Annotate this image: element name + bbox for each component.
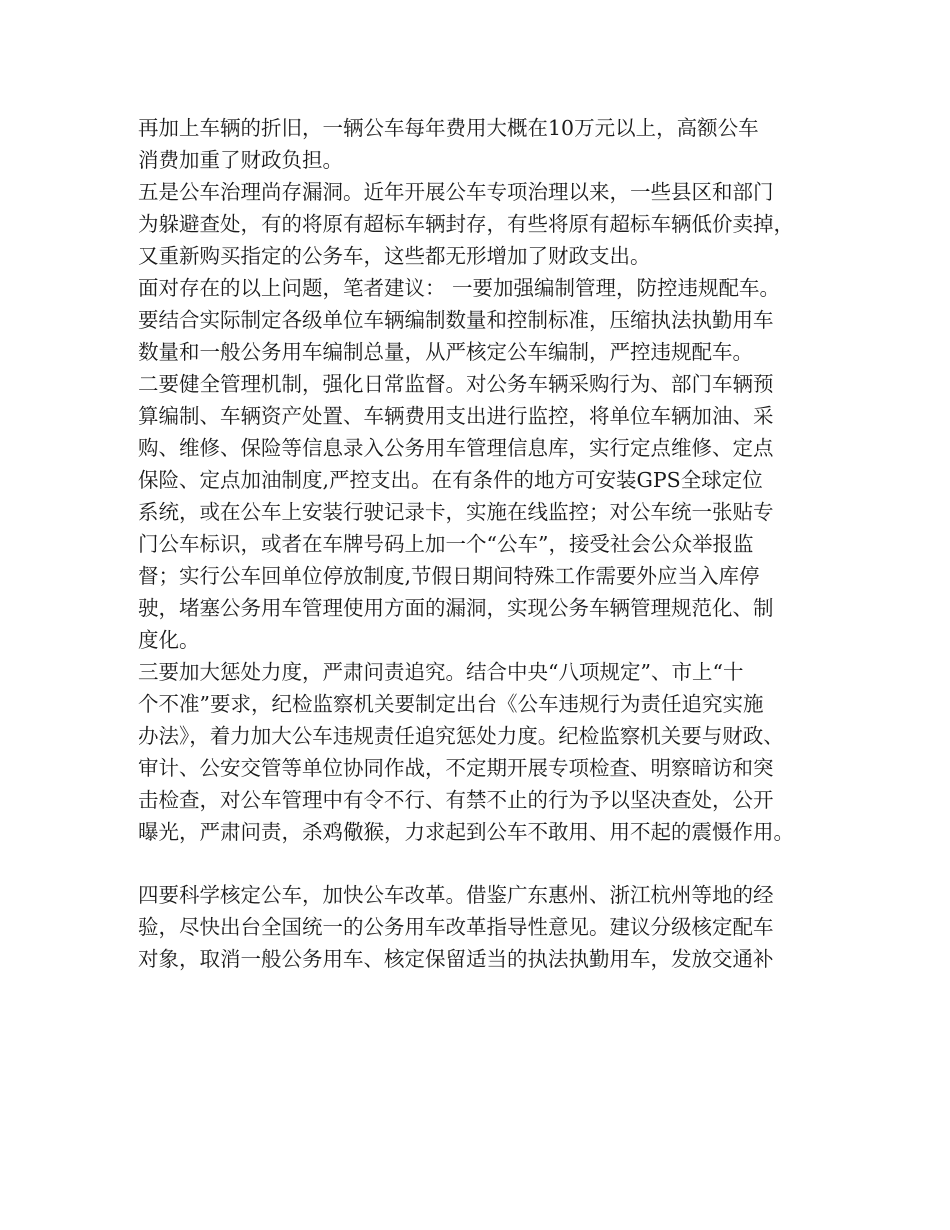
text-line: 为躲避查处，有的将原有超标车辆封存，有些将原有超标车辆低价卖掉， — [138, 212, 794, 236]
text-line: 再加上车辆的折旧，一辆公车每年费用大概在10万元以上，高额公车 — [138, 116, 759, 140]
text-line: 击检查，对公车管理中有令不行、有禁不止的行为予以坚决查处，公开 — [138, 788, 774, 812]
text-line: 验，尽快出台全国统一的公务用车改革指导性意见。建议分级核定配车 — [138, 915, 774, 939]
blank-line — [138, 848, 828, 879]
text-line: 消费加重了财政负担。 — [138, 148, 343, 172]
document-body — [138, 112, 828, 975]
text-line: 办法》，着力加大公车违规责任追究惩处力度。纪检监察机关要与财政、 — [138, 724, 784, 748]
text-line: 曝光，严肃问责，杀鸡儆猴，力求起到公车不敢用、用不起的震慑作用。 — [138, 820, 794, 844]
text-line: 对象，取消一般公务用车、核定保留适当的执法执勤用车，发放交通补 — [138, 947, 774, 971]
text-line: 个不准”要求，纪检监察机关要制定出台《公车违规行为责任追究实施 — [138, 692, 764, 716]
text-line: 督；实行公车回单位停放制度,节假日期间特殊工作需要外应当入库停 — [138, 564, 760, 588]
text-line: 五是公车治理尚存漏洞。近年开展公车专项治理以来，一些县区和部门 — [138, 180, 774, 204]
text-line: 要结合实际制定各级单位车辆编制数量和控制标准，压缩执法执勤用车 — [138, 308, 774, 332]
text-line: 数量和一般公务用车编制总量，从严核定公车编制，严控违规配车。 — [138, 340, 753, 364]
text-line: 保险、定点加油制度,严控支出。在有条件的地方可安装GPS全球定位 — [138, 468, 763, 492]
text-line: 驶，堵塞公务用车管理使用方面的漏洞，实现公务车辆管理规范化、制 — [138, 596, 774, 620]
text-line: 三要加大惩处力度，严肃问责追究。结合中央“八项规定”、市上“十 — [138, 660, 744, 684]
text-line: 面对存在的以上问题，笔者建议： 一要加强编制管理，防控违规配车。 — [138, 276, 781, 300]
text-line: 门公车标识，或者在车牌号码上加一个“公车”，接受社会公众举报监 — [138, 532, 754, 556]
text-line: 又重新购买指定的公务车，这些都无形增加了财政支出。 — [138, 244, 651, 268]
text-line: 二要健全管理机制，强化日常监督。对公务车辆采购行为、部门车辆预 — [138, 372, 774, 396]
text-line: 算编制、车辆资产处置、车辆费用支出进行监控，将单位车辆加油、采 — [138, 404, 774, 428]
text-line: 购、维修、保险等信息录入公务用车管理信息库，实行定点维修、定点 — [138, 436, 774, 460]
text-line: 四要科学核定公车，加快公车改革。借鉴广东惠州、浙江杭州等地的经 — [138, 883, 774, 907]
text-line: 度化。 — [138, 628, 200, 652]
text-line: 系统，或在公车上安装行驶记录卡，实施在线监控；对公车统一张贴专 — [138, 500, 774, 524]
text-line: 审计、公安交管等单位协同作战，不定期开展专项检查、明察暗访和突 — [138, 756, 774, 780]
